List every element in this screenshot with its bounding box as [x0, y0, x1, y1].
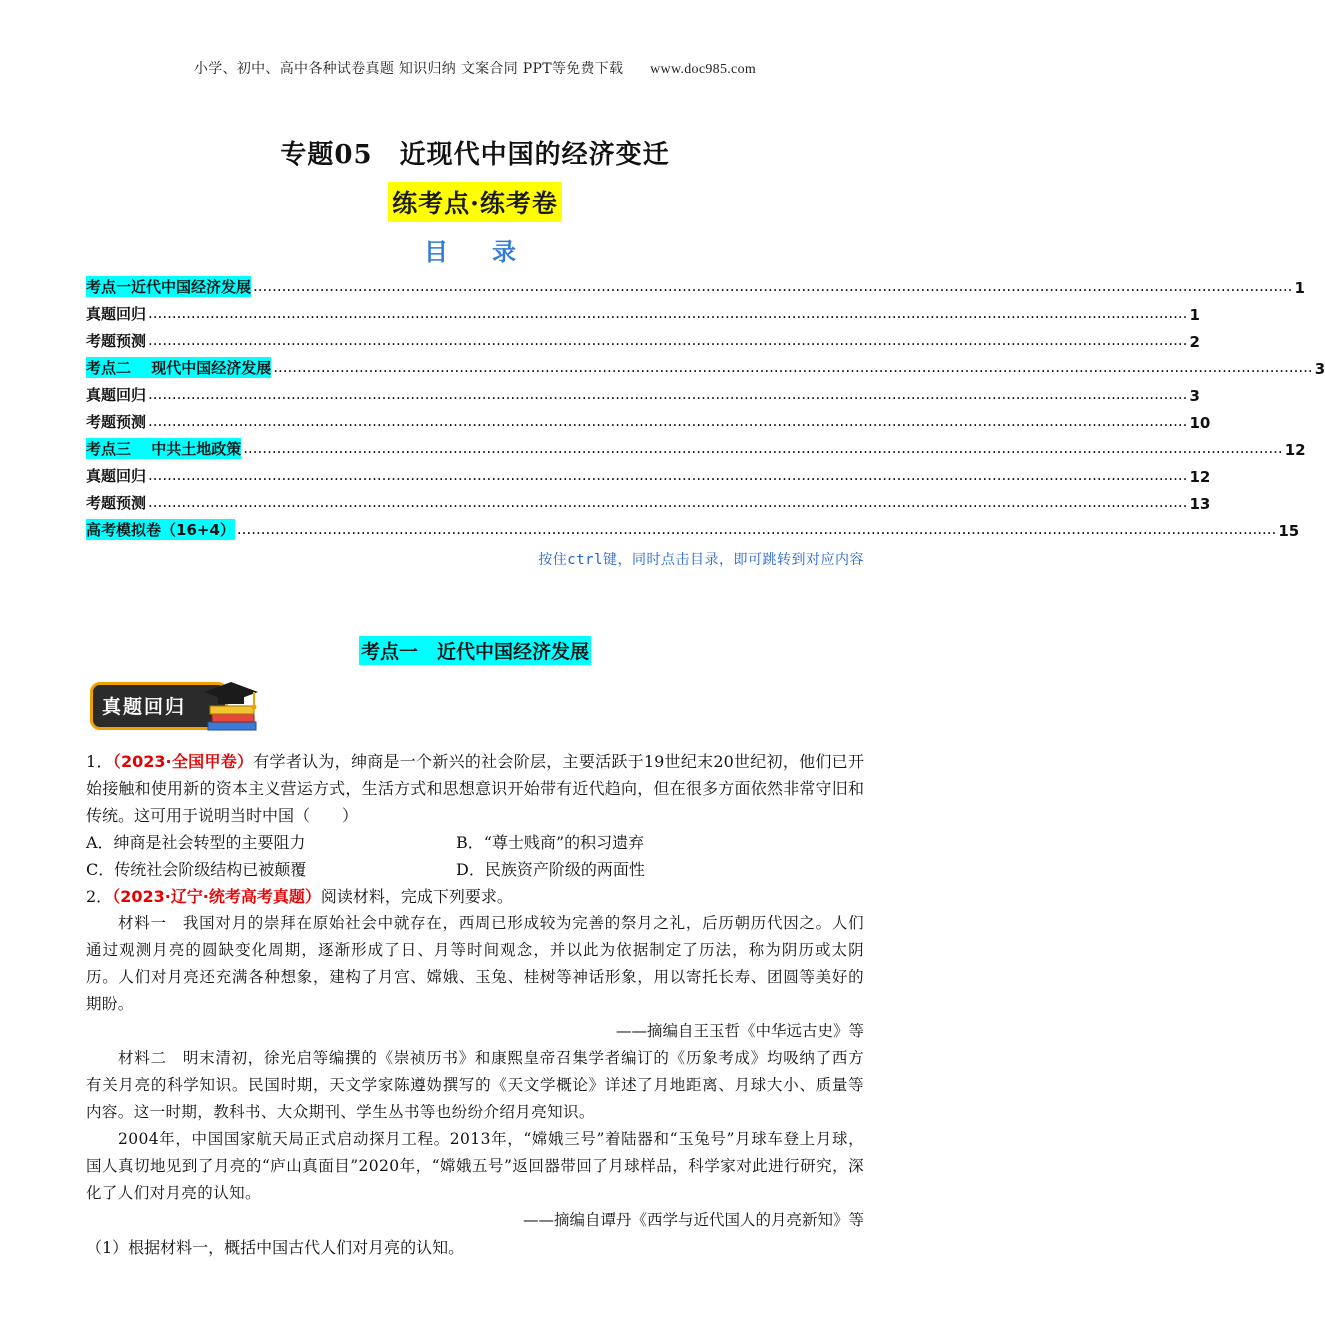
material-2-source: ——摘编自谭丹《西学与近代国人的月亮新知》等 [522, 1211, 864, 1229]
toc-leader: .......................................................................................................................................................................................................................... [253, 277, 1293, 295]
question-content [86, 748, 864, 1261]
page-subtitle: 练考点·练考卷 [388, 182, 562, 222]
page-header-note [0, 58, 950, 78]
section-title: 考点一 近代中国经济发展 [359, 636, 591, 665]
table-of-contents [86, 270, 1325, 540]
toc-leader: .......................................................................................................................................................................................................................... [148, 493, 1188, 511]
question-number: 2． [86, 887, 113, 906]
toc-leader: .......................................................................................................................................................................................................................... [243, 439, 1283, 457]
toc-leader: .......................................................................................................................................................................................................................... [148, 304, 1188, 322]
toc-item-page: 2 [1189, 333, 1200, 351]
toc-leader: .......................................................................................................................................................................................................................... [148, 331, 1188, 349]
question-stem: 有学者认为，绅商是一个新兴的社会阶层，主要活跃于19世纪末20世纪初，他们已开始接触和使用新的资本主义营运方式，生活方式和思想意识开始带有近代趋向，但在很多方面依然非常守旧和传统。这可用于说明当时中国（ ） [86, 752, 864, 825]
sub-question-1: （1）根据材料一，概括中国古代人们对月亮的认知。 [86, 1238, 465, 1257]
toc-item-page: 1 [1189, 306, 1200, 324]
header-url[interactable]: www.doc985.com [650, 62, 757, 77]
toc-item-label: 考题预测 [86, 413, 147, 431]
toc-item[interactable] [86, 297, 1200, 324]
toc-leader: .......................................................................................................................................................................................................................... [273, 358, 1313, 376]
zhenti-badge [90, 676, 262, 738]
option-b[interactable]: B．“尊士贱商”的积习遗弃 [456, 833, 645, 852]
toc-leader: .......................................................................................................................................................................................................................... [148, 466, 1188, 484]
toc-item[interactable] [86, 351, 1325, 378]
toc-item-label: 考题预测 [86, 494, 147, 512]
question-1 [86, 748, 864, 829]
toc-item-label: 考点三 中共土地政策 [86, 440, 242, 458]
toc-item[interactable] [86, 378, 1200, 405]
toc-item-page: 1 [1294, 279, 1305, 297]
toc-item[interactable] [86, 486, 1211, 513]
question-stem: 阅读材料，完成下列要求。 [320, 887, 513, 906]
material-2: 材料二 明末清初，徐光启等编撰的《崇祯历书》和康熙皇帝召集学者编订的《历象考成》均吸纳了西方有关月亮的科学知识。民国时期，天文学家陈遵妫撰写的《天文学概论》详述了月地距离、月球大小、质量等内容。这一时期，教科书、大众期刊、学生丛书等也纷纷介绍月亮知识。 [86, 1049, 864, 1121]
toc-item-label: 高考模拟卷（16+4） [86, 521, 235, 539]
question-number: 1． [86, 752, 113, 771]
toc-item[interactable] [86, 459, 1211, 486]
toc-item-label: 真题回归 [86, 467, 147, 485]
toc-item-label: 考点二 现代中国经济发展 [86, 359, 272, 377]
toc-item-label: 真题回归 [86, 386, 147, 404]
question-source-tag: （2023·全国甲卷） [112, 752, 254, 771]
toc-item[interactable] [86, 324, 1200, 351]
toc-item[interactable] [86, 513, 1300, 540]
toc-hint: 按住ctrl键，同时点击目录，即可跳转到对应内容 [538, 552, 864, 568]
toc-item-page: 3 [1314, 360, 1325, 378]
toc-item-label: 考题预测 [86, 332, 147, 350]
question-1-options [86, 829, 864, 883]
toc-item-page: 15 [1278, 522, 1300, 540]
toc-leader: .......................................................................................................................................................................................................................... [148, 385, 1188, 403]
toc-leader: .......................................................................................................................................................................................................................... [148, 412, 1188, 430]
toc-item[interactable] [86, 270, 1305, 297]
toc-item-label: 真题回归 [86, 305, 147, 323]
toc-item-page: 3 [1189, 387, 1200, 405]
toc-item-page: 13 [1189, 495, 1211, 513]
header-note-text: 小学、初中、高中各种试卷真题 知识归纳 文案合同 PPT等免费下载 [193, 61, 624, 77]
option-c[interactable]: C．传统社会阶级结构已被颠覆 [86, 860, 307, 879]
page-title: 专题05 近现代中国的经济变迁 [280, 140, 670, 170]
toc-heading: 目 录 [424, 237, 526, 266]
toc-item-label: 考点一近代中国经济发展 [86, 278, 252, 296]
material-2-continued: 2004年，中国国家航天局正式启动探月工程。2013年，“嫦娥三号”着陆器和“玉兔号”月球车登上月球，国人真切地见到了月亮的“庐山真面目”2020年，“嫦娥五号”返回器带回了月球样品，科学家对此进行研究，深化了人们对月亮的认知。 [86, 1130, 864, 1202]
option-d[interactable]: D．民族资产阶级的两面性 [456, 860, 645, 879]
question-source-tag: （2023·辽宁·统考高考真题） [112, 887, 321, 906]
toc-item-page: 12 [1189, 468, 1211, 486]
toc-item-page: 12 [1284, 441, 1306, 459]
material-1: 材料一 我国对月的崇拜在原始社会中就存在，西周已形成较为完善的祭月之礼，后历朝历代因之。人们通过观测月亮的圆缺变化周期，逐渐形成了日、月等时间观念，并以此为依据制定了历法，称为阴历或太阴历。人们对月亮还充满各种想象，建构了月宫、嫦娥、玉兔、桂树等神话形象，用以寄托长寿、团圆等美好的期盼。 [86, 914, 864, 1013]
graduation-cap-books-icon [200, 676, 262, 738]
badge-label: 真题回归 [102, 696, 187, 718]
option-a[interactable]: A．绅商是社会转型的主要阻力 [86, 833, 306, 852]
question-2 [86, 883, 864, 910]
toc-item[interactable] [86, 432, 1306, 459]
toc-item-page: 10 [1189, 414, 1211, 432]
toc-leader: .......................................................................................................................................................................................................................... [236, 520, 1277, 538]
material-1-source: ——摘编自王玉哲《中华远古史》等 [615, 1022, 864, 1040]
toc-item[interactable] [86, 405, 1211, 432]
